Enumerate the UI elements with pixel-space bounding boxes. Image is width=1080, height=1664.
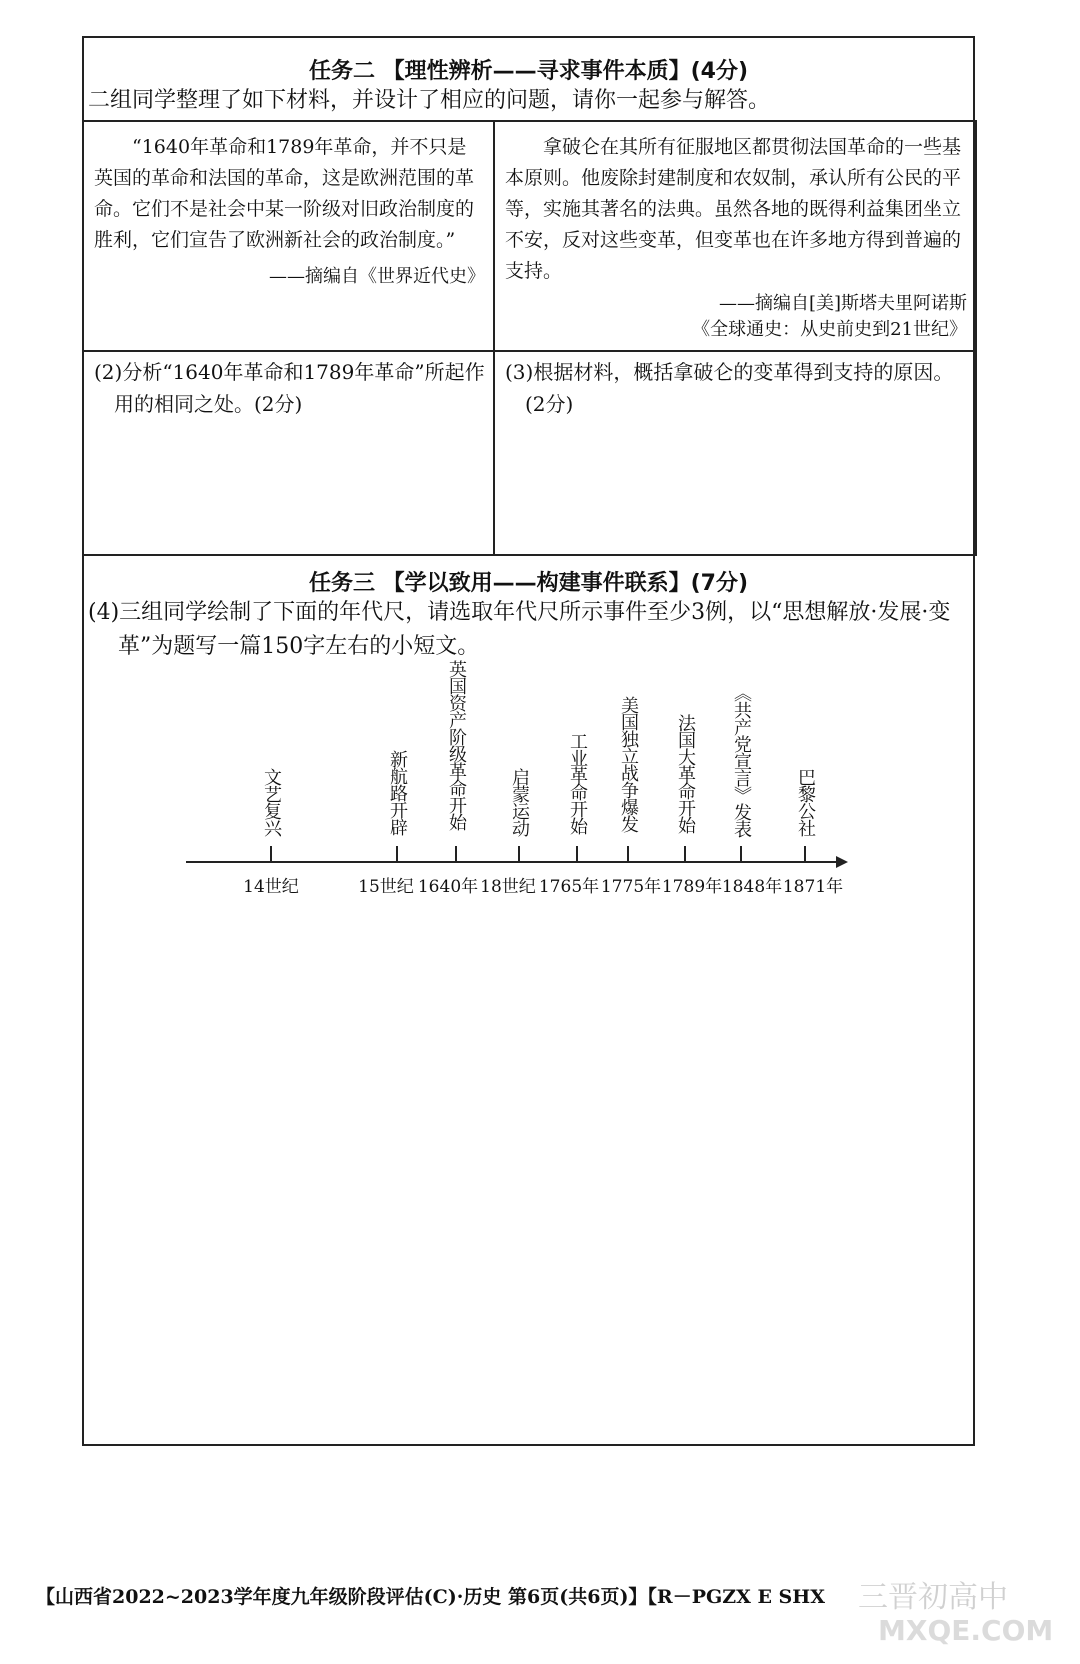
material2-text: 拿破仑在其所有征服地区都贯彻法国革命的一些基本原则。他废除封建制度和农奴制，承认所有公民的平等，实施其著名的法典。虽然各地的既得利益集团坐立不安，反对这些变革，但变革也在许多地方得到普遍的支持。: [505, 136, 962, 282]
timeline-tick: [576, 846, 578, 862]
timeline-year: 1871年: [782, 877, 844, 897]
material1-text: “1640年革命和1789年革命，并不只是英国的革命和法国的革命，这是欧洲范围的革命。它们不是社会中某一阶级对旧政治制度的胜利，它们宣告了欧洲新社会的政治制度。”: [94, 136, 475, 251]
timeline-year: 1775年: [600, 877, 662, 897]
question3-text: (3)根据材料，概括拿破仑的变革得到支持的原因。(2分): [505, 360, 954, 416]
timeline-year: 14世纪: [243, 877, 299, 897]
task2-title: 任务二 【理性辨析——寻求事件本质】(4分): [308, 59, 749, 84]
timeline-event-label: 巴黎公社: [795, 768, 816, 836]
timeline-event-label: 启蒙运动: [509, 768, 530, 836]
timeline-event-label: 英国资产阶级革命开始: [446, 660, 467, 830]
timeline-year: 18世纪: [480, 877, 536, 897]
timeline-event-label: 工业革命开始: [567, 732, 588, 834]
timeline-event-label: 美国独立战争爆发: [618, 696, 639, 832]
timeline-event-label: 法国大革命开始: [675, 714, 696, 833]
material2-source-author: ——摘编自[美]斯塔夫里阿诺斯: [718, 293, 967, 314]
material-box-1: [82, 120, 495, 352]
timeline-tick: [518, 846, 520, 862]
material-box-2: [493, 120, 977, 352]
timeline-arrow-icon: [836, 856, 848, 868]
timeline-year: 1640年: [417, 877, 479, 897]
timeline-tick: [740, 846, 742, 862]
task2-intro: 二组同学整理了如下材料，并设计了相应的问题，请你一起参与解答。: [88, 88, 771, 113]
timeline-year: 1789年: [661, 877, 723, 897]
timeline-year: 15世纪: [358, 877, 414, 897]
timeline-year: 1848年: [721, 877, 783, 897]
timeline-tick: [396, 846, 398, 862]
timeline-event-label: 《共产党宣言》发表: [731, 684, 752, 837]
timeline-tick: [270, 846, 272, 862]
question4-text: (4)三组同学绘制了下面的年代尺，请选取年代尺所示事件至少3例，以“思想解放·发展·变革”为题写一篇150字左右的小短文。: [88, 600, 951, 659]
question2-box[interactable]: [82, 350, 495, 556]
timeline-event-label: 新航路开辟: [387, 750, 408, 835]
timeline-tick: [804, 846, 806, 862]
timeline-event-label: 文艺复兴: [261, 768, 282, 836]
material2-source-book: 《全球通史：从史前史到21世纪》: [692, 319, 967, 340]
timeline-tick: [455, 846, 457, 862]
watermark-logo-text: 三晋初高中: [858, 1580, 1008, 1615]
watermark-site-text: MXQE.COM: [878, 1614, 1054, 1647]
exam-frame: [82, 36, 975, 1446]
timeline-tick: [627, 846, 629, 862]
task3-title: 任务三 【学以致用——构建事件联系】(7分): [308, 571, 749, 596]
timeline-tick: [684, 846, 686, 862]
page-footer: 【山西省2022~2023学年度九年级阶段评估(C)·历史 第6页(共6页)】【R－PGZX E SHX: [36, 1586, 825, 1608]
timeline-year: 1765年: [538, 877, 600, 897]
question2-text: (2)分析“1640年革命和1789年革命”所起作用的相同之处。(2分): [94, 360, 485, 416]
question3-box[interactable]: [493, 350, 977, 556]
material1-source: ——摘编自《世界近代史》: [269, 266, 485, 287]
